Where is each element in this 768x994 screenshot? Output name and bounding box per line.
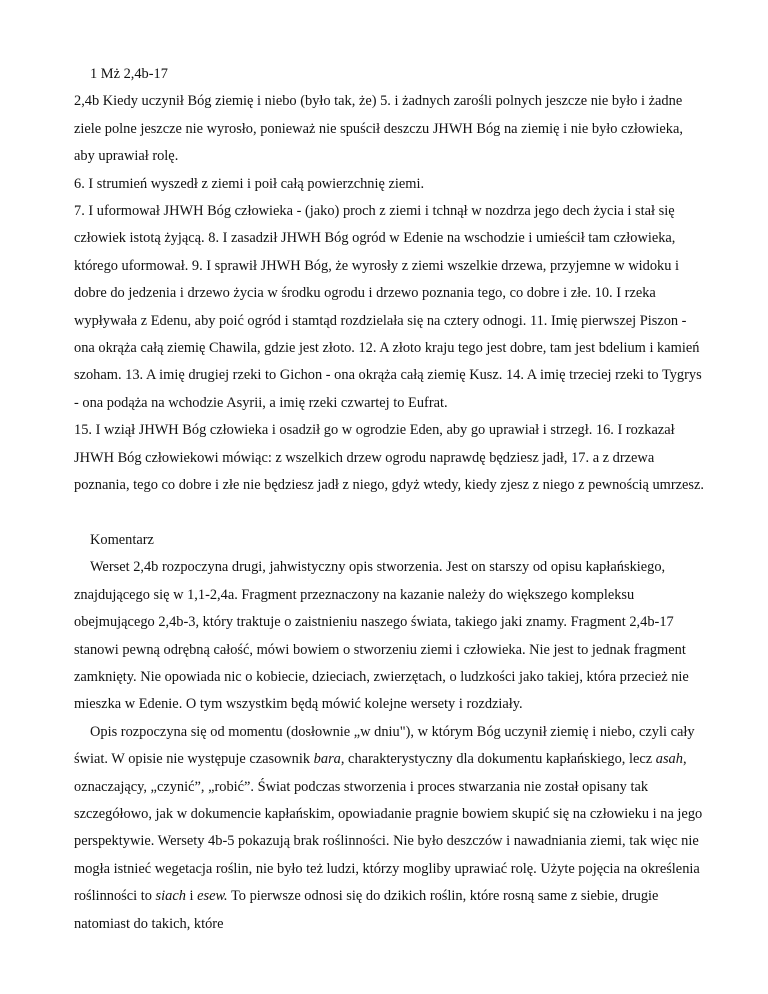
commentary-text: , oznaczający, „czynić”, „robić”. Świat podczas stworzenia i proces stwarzania nie został opisany tak szczegółowo, jak w dokumencie kapłańskim, opowiadanie pragnie bowiem skupić się na człowieku i na jego perspektywie. Wersety 4b-5 pokazują brak roślinności. Nie było deszczów i nawadniania ziemi, tak więc nie mogła istnieć wegetacja roślin, nie było też ludzi, którzy mogliby uprawiać rolę. Użyte pojęcia na określenia roślinności to — [74, 751, 703, 905]
term-siach: siach — [155, 888, 186, 905]
document-page — [74, 61, 704, 938]
bible-paragraph-4: 15. I wziął JHWH Bóg człowieka i osadził go w ogrodzie Eden, aby go uprawiał i strzegł. 16. I rozkazał JHWH Bóg człowiekowi mówiąc: z wszelkich drzew ogrodu naprawdę będziesz jadł, 17. a z drzewa poznania, tego co dobre i złe nie będziesz jadł z niego, gdyż wtedy, kiedy zjesz z niego z pewnością umrzesz. — [74, 422, 705, 494]
bible-paragraph-2: 6. I strumień wyszedł z ziemi i poił całą powierzchnię ziemi. — [74, 175, 425, 192]
commentary-paragraph-2 — [74, 719, 704, 938]
passage-heading: 1 Mż 2,4b-17 — [90, 66, 168, 82]
section-spacer — [74, 500, 704, 527]
commentary-text: i — [185, 888, 198, 905]
commentary-title: Komentarz — [90, 531, 154, 548]
term-esew: esew. — [197, 888, 228, 905]
commentary-paragraph-1: Werset 2,4b rozpoczyna drugi, jahwistyczny opis stworzenia. Jest on starszy od opisu kapłańskiego, znajdującego się w 1,1-2,4a. Fragment przeznaczony na kazanie należy do większego kompleksu obejmującego 2,4b-3, który traktuje o zaistnieniu naszego świata, takiego jaki znamy. Fragment 2,4b-17 stanowi pewną odrębną całość, mówi bowiem o stworzeniu ziemi i człowieka. Nie jest to jednak fragment zamknięty. Nie opowiada nic o kobiecie, dzieciach, zwierzętach, o ludzkości jako takiej, która przecież nie mieszka w Edenie. O tym wszystkim będą mówić kolejne wersety i rozdziały. — [74, 559, 689, 713]
bible-paragraph-1: 2,4b Kiedy uczynił Bóg ziemię i niebo (było tak, że) 5. i żadnych zarośli polnych jeszcze nie było i żadne ziele polne jeszcze nie wyrosło, ponieważ nie spuścił deszczu JHWH Bóg na ziemię i nie było człowieka, aby uprawiał rolę. — [74, 93, 683, 165]
commentary-text: , charakterystyczny dla dokumentu kapłańskiego, lecz — [340, 751, 656, 768]
term-bara: bara — [313, 751, 341, 768]
bible-paragraph-3: 7. I uformował JHWH Bóg człowieka - (jako) proch z ziemi i tchnął w nozdrza jego dech życia i stał się człowiek istotą żyjącą. 8. I zasadził JHWH Bóg ogród w Edenie na wschodzie i umieścił tam człowieka, którego uformował. 9. I sprawił JHWH Bóg, że wyrosły z ziemi wszelkie drzewa, przyjemne w widoku i dobre do jedzenia i drzewo życia w środku ogrodu i drzewo poznania tego, co dobre i złe. 10. I rzeka wypływała z Edenu, aby poić ogród i stamtąd rozdzielała się na cztery odnogi. 11. Imię pierwszej Piszon - ona okrąża całą ziemię Chawila, gdzie jest złoto. 12. A złoto kraju tego jest dobre, tam jest bdelium i kamień szoham. 13. A imię drugiej rzeki to Gichon - ona okrąża całą ziemię Kusz. 14. A imię trzeciej rzeki to Tygrys - ona podąża na wchodzie Asyrii, a imię rzeki czwartej to Eufrat. — [74, 203, 702, 411]
commentary-text: Opis rozpoczyna się od momentu (dosłownie „w dniu"), w którym Bóg uczynił ziemię i niebo, czyli cały świat. W opisie nie występuje czasownik — [74, 723, 695, 768]
commentary-text: To pierwsze odnosi się do dzikich roślin, które rosną same z siebie, drugie natomiast do takich, które — [74, 888, 659, 932]
term-asah: asah — [655, 751, 683, 768]
